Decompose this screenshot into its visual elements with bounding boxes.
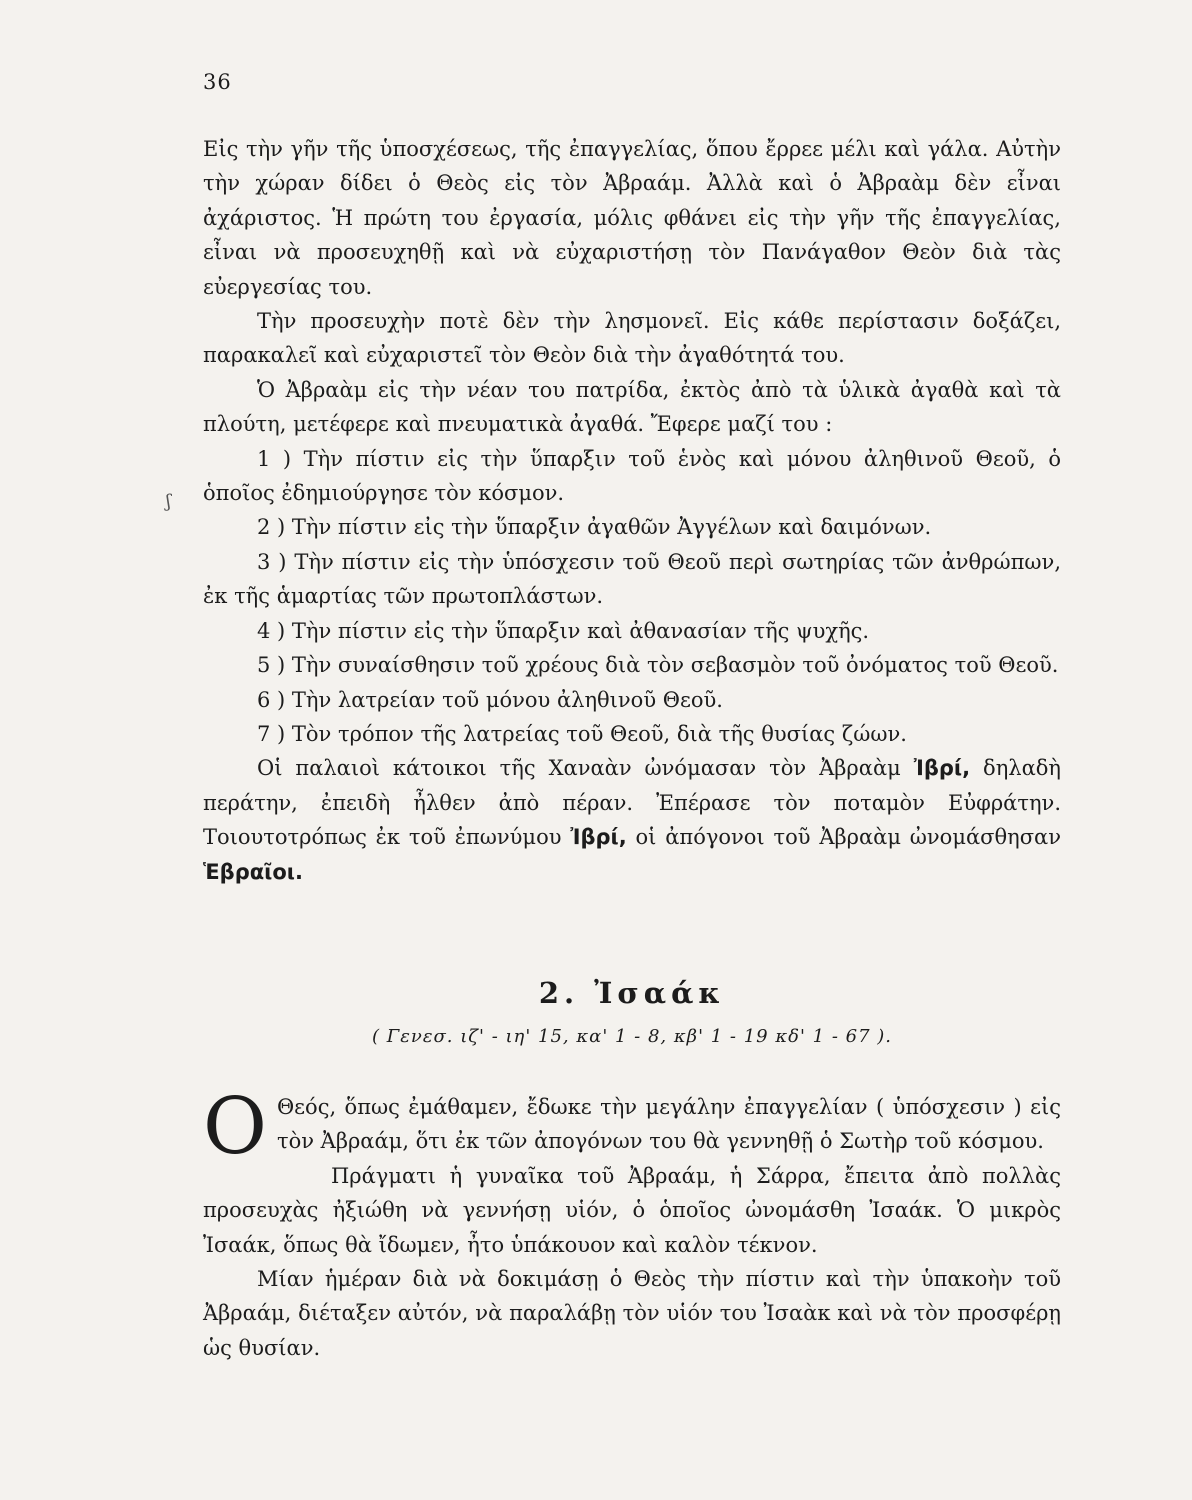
- paragraph-hebrews-name: [203, 751, 1061, 889]
- list-item-1: 1 ) Τὴν πίστιν εἰς τὴν ὕπαρξιν τοῦ ἑνὸς καὶ μόνου ἀληθινοῦ Θεοῦ, ὁ ὁποῖος ἐδημιούργησε τὸν κόσμον.: [203, 446, 1061, 506]
- list-item-3: 3 ) Τὴν πίστιν εἰς τὴν ὑπόσχεσιν τοῦ Θεοῦ περὶ σωτηρίας τῶν ἀνθρώπων, ἐκ τῆς ἁμαρτίας τῶν πρωτοπλάστων.: [203, 549, 1061, 609]
- list-item-7: 7 ) Τὸν τρόπον τῆς λατρείας τοῦ Θεοῦ, διὰ τῆς θυσίας ζώων.: [257, 721, 907, 746]
- list-item-4: 4 ) Τὴν πίστιν εἰς τὴν ὕπαρξιν καὶ ἀθανασίαν τῆς ψυχῆς.: [257, 618, 870, 643]
- scripture-reference: ( Γενεσ. ιζ' - ιη' 15, κα' 1 - 8, κβ' 1 - 19 κδ' 1 - 67 ).: [371, 1026, 892, 1047]
- paragraph-continuation: Εἰς τὴν γῆν τῆς ὑποσχέσεως, τῆς ἐπαγγελίας, ὅπου ἔρρεε μέλι καὶ γάλα. Αὐτὴν τὴν χώραν δίδει ὁ Θεὸς εἰς τὸν Ἀβραάμ. Ἀλλὰ καὶ ὁ Ἀβραὰμ δὲν εἶναι ἀχάριστος. Ἡ πρώτη του ἐργασία, μόλις φθάνει εἰς τὴν γῆν τῆς ἐπαγγελίας, εἶναι νὰ προσευχηθῇ καὶ νὰ εὐχαριστήσῃ τὸν Πανάγαθον Θεὸν διὰ τὰς εὐεργεσίας του.: [203, 137, 1061, 299]
- text-segment: Οἱ παλαιοὶ κάτοικοι τῆς Χαναὰν ὠνόμασαν τὸν Ἀβραὰμ: [257, 756, 914, 781]
- paragraph-test-of-faith: Μίαν ἡμέραν διὰ νὰ δοκιμάσῃ ὁ Θεὸς τὴν πίστιν καὶ τὴν ὑπακοὴν τοῦ Ἀβραάμ, διέταξεν αὐτόν, νὰ παραλάβῃ τὸν υἱόν του Ἰσαὰκ καὶ νὰ τὸν προσφέρῃ ὡς θυσίαν.: [203, 1267, 1061, 1360]
- list-item-2: 2 ) Τὴν πίστιν εἰς τὴν ὕπαρξιν ἀγαθῶν Ἀγγέλων καὶ δαιμόνων.: [257, 515, 932, 540]
- list-item-5: 5 ) Τὴν συναίσθησιν τοῦ χρέους διὰ τὸν σεβασμὸν τοῦ ὀνόματος τοῦ Θεοῦ.: [257, 653, 1059, 678]
- text-segment: οἱ ἀπόγονοι τοῦ Ἀβραὰμ ὠνομάσθησαν: [626, 825, 1061, 850]
- paragraph-isaac-birth: Πράγματι ἡ γυναῖκα τοῦ Ἀβραάμ, ἡ Σάρρα, ἔπειτα ἀπὸ πολλὰς προσευχὰς ἠξιώθη νὰ γεννήσῃ υἱόν, ὁ ὁποῖος ὠνομάσθη Ἰσαάκ. Ὁ μικρὸς Ἰσαάκ, ὅπως θὰ ἴδωμεν, ἦτο ὑπάκουον καὶ καλὸν τέκνον.: [203, 1163, 1061, 1257]
- section-one-text: [203, 132, 1061, 889]
- margin-mark: ʃ: [166, 491, 171, 512]
- paragraph-spiritual-goods: Ὁ Ἀβραὰμ εἰς τὴν νέαν του πατρίδα, ἐκτὸς ἀπὸ τὰ ὑλικὰ ἀγαθὰ καὶ τὰ πλούτη, μετέφερε καὶ πνευματικὰ ἀγαθά. Ἔφερε μαζί του :: [203, 377, 1061, 437]
- list-item-6: 6 ) Τὴν λατρείαν τοῦ μόνου ἀληθινοῦ Θεοῦ.: [257, 687, 723, 712]
- drop-cap: Ο: [203, 1082, 267, 1172]
- section-heading: 2. Ἰσαάκ: [538, 976, 726, 1010]
- paragraph-promise: [203, 1082, 1061, 1172]
- paragraph-prayer: Τὴν προσευχὴν ποτὲ δὲν τὴν λησμονεῖ. Εἰς κάθε περίστασιν δοξάζει, παρακαλεῖ καὶ εὐχαριστεῖ τὸν Θεὸν διὰ τὴν ἀγαθότητά του.: [203, 309, 1061, 368]
- term-ivri: Ἰβρί,: [570, 825, 627, 850]
- term-ivri: Ἰβρί,: [913, 756, 971, 781]
- text-segment: Θεός, ὅπως ἐμάθαμεν, ἔδωκε τὴν μεγάλην ἐπαγγελίαν ( ὑπόσχεσιν ) εἰς τὸν Ἀβραάμ, ὅτι ἐκ τῶν ἀπογόνων του θὰ γεννηθῇ ὁ Σωτὴρ τοῦ κόσμου.: [276, 1095, 1061, 1154]
- section-two-text: [203, 1082, 1061, 1365]
- text-segment: δηλαδὴ περάτην, ἐπειδὴ ἦλθεν ἀπὸ πέραν. Ἐπέρασε τὸν ποταμὸν Εὐφράτην. Τοιουτοτρόπως ἐκ τοῦ ἐπωνύμου: [203, 756, 1061, 850]
- page-number: 36: [203, 70, 232, 94]
- term-hebrews: Ἑβραῖοι.: [203, 859, 303, 884]
